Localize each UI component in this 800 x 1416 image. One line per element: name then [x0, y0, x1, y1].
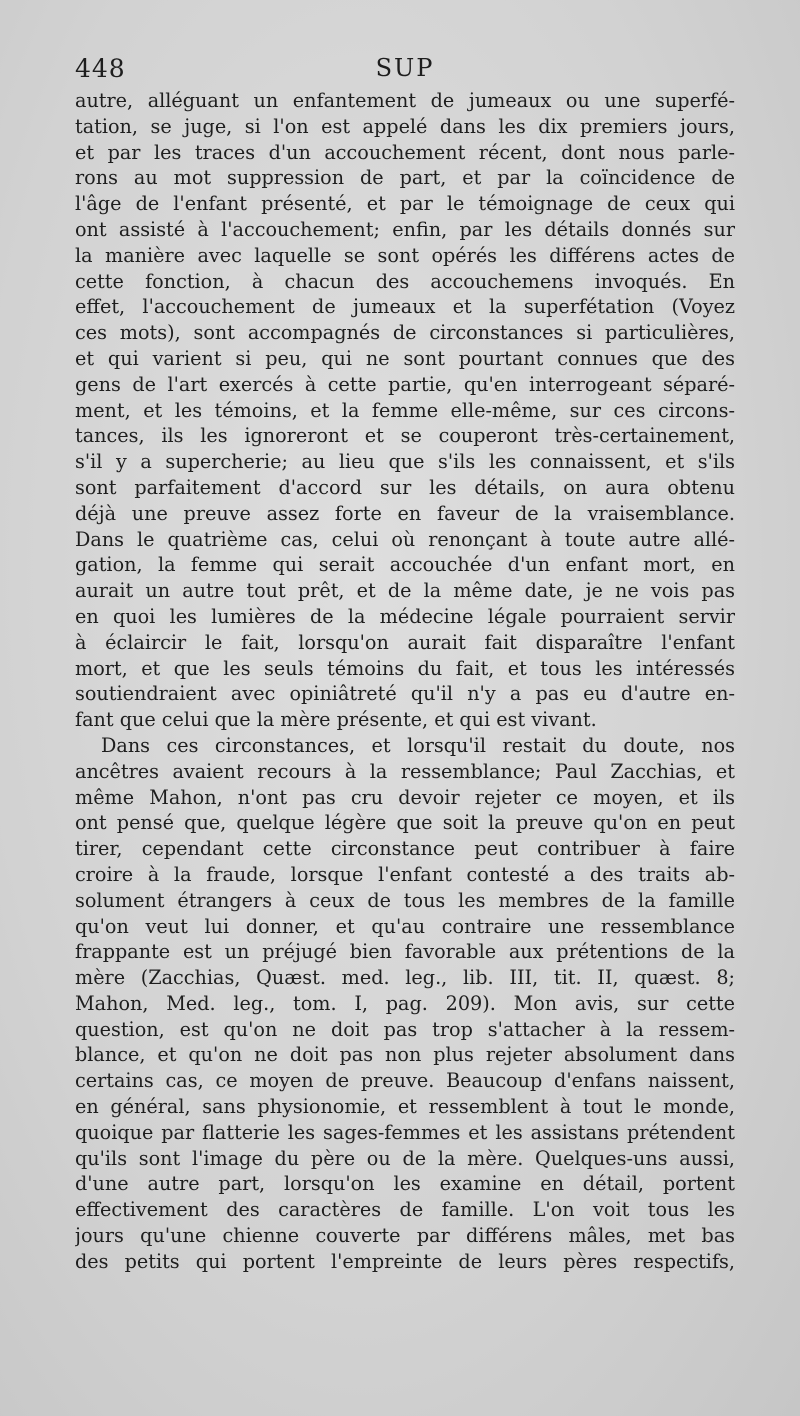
text-line: à éclaircir le fait, lorsqu'on aurait fait disparaître l'enfant [75, 630, 735, 654]
running-head: SUP [375, 54, 435, 82]
text-line: ment, et les témoins, et la femme elle-même, sur ces circons- [75, 398, 735, 422]
text-line: ont pensé que, quelque légère que soit la preuve qu'on en peut [75, 811, 735, 835]
text-line: soutiendraient avec opiniâtreté qu'il n'y a pas eu d'autre en- [75, 682, 735, 706]
text-line: ancêtres avaient recours à la ressemblance; Paul Zacchias, et [75, 759, 735, 783]
text-line: aurait un autre tout prêt, et de la même date, je ne vois pas [75, 579, 735, 603]
text-line: frappante est un préjugé bien favorable aux prétentions de la [75, 940, 735, 964]
text-line: Dans le quatrième cas, celui où renonçant à toute autre allé- [75, 527, 735, 551]
text-line: l'âge de l'enfant présenté, et par le témoignage de ceux qui [75, 192, 735, 216]
text-line: autre, alléguant un enfantement de jumeaux ou une superfé- [75, 89, 735, 112]
text-line: mère (Zacchias, Quæst. med. leg., lib. III, tit. II, quæst. 8; [75, 966, 735, 990]
page-number: 448 [75, 54, 126, 83]
text-line: et par les traces d'un accouchement récent, dont nous parle- [75, 140, 735, 164]
text-line: ces mots), sont accompagnés de circonstances si particulières, [75, 321, 735, 345]
text-line: croire à la fraude, lorsque l'enfant contesté a des traits ab- [75, 862, 735, 886]
text-line: d'une autre part, lorsqu'on les examine en détail, portent [75, 1172, 735, 1196]
text-line: blance, et qu'on ne doit pas non plus rejeter absolument dans [75, 1043, 735, 1067]
text-line: Dans ces circonstances, et lorsqu'il restait du doute, nos [101, 733, 735, 757]
text-line: effectivement des caractères de famille. L'on voit tous les [75, 1198, 735, 1222]
text-line: rons au mot suppression de part, et par la coïncidence de [75, 166, 735, 190]
text-line: qu'on veut lui donner, et qu'au contraire une ressemblance [75, 914, 735, 938]
text-line: Mahon, Med. leg., tom. I, pag. 209). Mon avis, sur cette [75, 991, 735, 1015]
text-line: tirer, cependant cette circonstance peut contribuer à faire [75, 837, 735, 861]
text-line: en général, sans physionomie, et ressemblent à tout le monde, [75, 1095, 735, 1119]
text-line: cette fonction, à chacun des accouchemens invoqués. En [75, 269, 735, 293]
text-line: quoique par flatterie les sages-femmes et les assistans prétendent [75, 1120, 735, 1144]
text-line: certains cas, ce moyen de preuve. Beaucoup d'enfans naissent, [75, 1069, 735, 1093]
text-line: des petits qui portent l'empreinte de leurs pères respectifs, [75, 1249, 735, 1273]
text-line: effet, l'accouchement de jumeaux et la superfétation (Voyez [75, 295, 735, 319]
text-line: question, est qu'on ne doit pas trop s'attacher à la ressem- [75, 1017, 735, 1041]
text-line: en quoi les lumières de la médecine légale pourraient servir [75, 604, 735, 628]
text-line: la manière avec laquelle se sont opérés les différens actes de [75, 243, 735, 267]
text-line: gation, la femme qui serait accouchée d'un enfant mort, en [75, 553, 735, 577]
text-line: et qui varient si peu, qui ne sont pourtant connues que des [75, 346, 735, 370]
text-line: ont assisté à l'accouchement; enfin, par les détails donnés sur [75, 217, 735, 241]
text-line: mort, et que les seuls témoins du fait, et tous les intéressés [75, 656, 735, 680]
text-line: tances, ils les ignoreront et se couperont très-certainement, [75, 424, 735, 448]
text-line: gens de l'art exercés à cette partie, qu'en interrogeant séparé- [75, 372, 735, 396]
text-line: qu'ils sont l'image du père ou de la mère. Quelques-uns aussi, [75, 1146, 735, 1170]
text-line: s'il y a supercherie; au lieu que s'ils les connaissent, et s'ils [75, 450, 735, 474]
text-line: sont parfaitement d'accord sur les détails, on aura obtenu [75, 475, 735, 499]
text-line: jours qu'une chienne couverte par différens mâles, met bas [75, 1224, 735, 1248]
text-line: tation, se juge, si l'on est appelé dans les dix premiers jours, [75, 114, 735, 138]
text-line: fant que celui que la mère présente, et qui est vivant. [75, 708, 597, 732]
page-header [75, 54, 735, 88]
body-text [75, 88, 735, 1275]
text-line: déjà une preuve assez forte en faveur de la vraisemblance. [75, 501, 735, 525]
text-line: solument étrangers à ceux de tous les membres de la famille [75, 888, 735, 912]
text-line: même Mahon, n'ont pas cru devoir rejeter ce moyen, et ils [75, 785, 735, 809]
